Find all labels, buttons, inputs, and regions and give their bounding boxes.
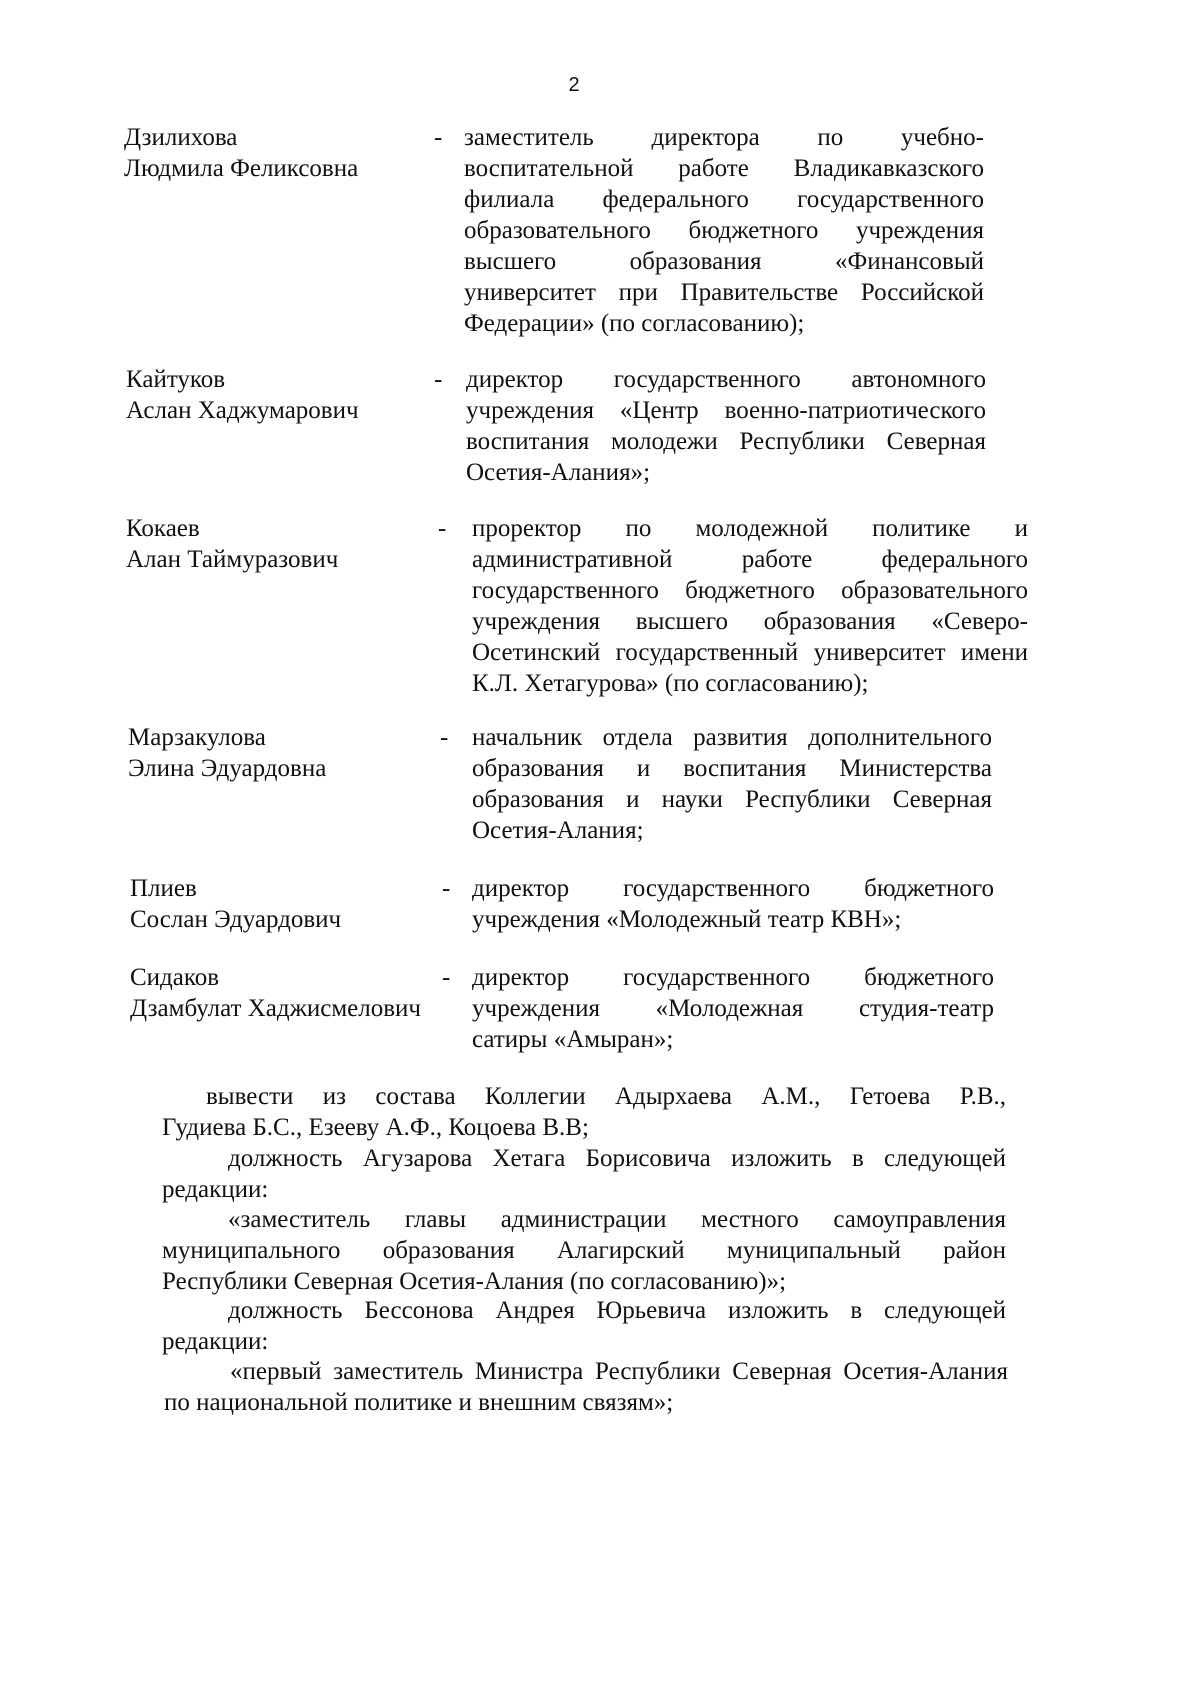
member-dash: - — [434, 366, 443, 393]
member-position — [472, 722, 992, 846]
member-surname: Марзакулова — [128, 724, 266, 751]
member-dash: - — [438, 515, 447, 542]
position-line: начальник отдела развития дополнительного — [472, 724, 992, 751]
paragraph-first-line: «первый заместитель Министра Республики Северная Осетия-Алания — [230, 1358, 1008, 1385]
member-position — [472, 873, 994, 935]
position-line: директор государственного бюджетного — [472, 964, 994, 991]
member-name — [126, 364, 446, 426]
paragraph-remove-members — [162, 1081, 1006, 1143]
member-name — [130, 962, 450, 1024]
member-given-name: Элина Эдуардовна — [128, 755, 327, 782]
paragraph-agusarov — [162, 1143, 1006, 1205]
position-line: учреждения высшего образования «Северо- — [472, 608, 1028, 635]
page-number: 2 — [568, 74, 580, 96]
member-given-name: Алан Таймуразович — [126, 546, 339, 573]
member-surname: Кокаев — [126, 515, 200, 542]
member-position — [472, 513, 1028, 699]
member-given-name: Дзамбулат Хаджисмелович — [130, 995, 422, 1022]
position-line: образования и воспитания Министерства — [472, 755, 992, 782]
position-line: воспитательной работе Владикавказского — [464, 155, 984, 182]
position-line: Федерации» (по согласованию); — [464, 310, 805, 337]
member-given-name: Аслан Хаджумарович — [126, 397, 359, 424]
paragraph-line: редакции: — [162, 1328, 269, 1355]
position-line: Осетинский государственный университет имени — [472, 639, 1028, 666]
position-line: Осетия-Алания»; — [466, 459, 651, 486]
member-surname: Плиев — [130, 875, 197, 902]
member-position — [472, 962, 994, 1055]
paragraph-first-line: должность Бессонова Андрея Юрьевича изложить в следующей — [228, 1297, 1006, 1324]
member-position — [464, 122, 984, 339]
position-line: высшего образования «Финансовый — [464, 248, 984, 275]
paragraph-bessonov-position — [164, 1356, 1008, 1418]
position-line: сатиры «Амыран»; — [472, 1026, 674, 1053]
position-line: учреждения «Центр военно-патриотического — [466, 397, 986, 424]
position-line: учреждения «Молодежный театр КВН»; — [472, 906, 902, 933]
member-name — [124, 122, 444, 184]
position-line: учреждения «Молодежная студия-театр — [472, 995, 994, 1022]
position-line: образования и науки Республики Северная — [472, 786, 992, 813]
position-line: заместитель директора по учебно- — [464, 124, 984, 151]
paragraph-line: по национальной политике и внешним связям»; — [164, 1389, 674, 1416]
paragraph-first-line: должность Агузарова Хетага Борисовича изложить в следующей — [228, 1145, 1006, 1172]
position-line: К.Л. Хетагурова» (по согласованию); — [472, 670, 869, 697]
position-line: филиала федерального государственного — [464, 186, 984, 213]
paragraph-line: муниципального образования Алагирский муниципальный район — [162, 1237, 1006, 1264]
paragraph-line: Республики Северная Осетия-Алания (по согласованию)»; — [162, 1268, 787, 1295]
position-line: директор государственного автономного — [466, 366, 986, 393]
paragraph-first-line: «заместитель главы администрации местного самоуправления — [228, 1206, 1006, 1233]
member-given-name: Сослан Эдуардович — [130, 906, 342, 933]
member-name — [126, 513, 446, 575]
member-dash: - — [440, 724, 449, 751]
paragraph-line: Гудиева Б.С., Езееву А.Ф., Коцоева В.В; — [162, 1114, 589, 1141]
position-line: образовательного бюджетного учреждения — [464, 217, 984, 244]
member-name — [128, 722, 448, 784]
member-name — [130, 873, 450, 935]
member-given-name: Людмила Феликсовна — [124, 155, 359, 182]
member-dash: - — [442, 875, 451, 902]
paragraph-bessonov — [162, 1295, 1006, 1357]
member-surname: Сидаков — [130, 964, 220, 991]
member-position — [466, 364, 986, 488]
position-line: Осетия-Алания; — [472, 817, 644, 844]
position-line: административной работе федерального — [472, 546, 1028, 573]
member-surname: Кайтуков — [126, 366, 226, 393]
position-line: государственного бюджетного образовательного — [472, 577, 1028, 604]
paragraph-line: редакции: — [162, 1176, 269, 1203]
position-line: университет при Правительстве Российской — [464, 279, 984, 306]
position-line: проректор по молодежной политике и — [472, 515, 1028, 542]
position-line: директор государственного бюджетного — [472, 875, 994, 902]
member-surname: Дзилихова — [124, 124, 238, 151]
paragraph-agusarov-position — [162, 1204, 1006, 1297]
member-dash: - — [434, 124, 443, 151]
paragraph-first-line: вывести из состава Коллегии Адырхаева А.М., Гетоева Р.В., — [206, 1083, 1006, 1110]
member-dash: - — [442, 964, 451, 991]
position-line: воспитания молодежи Республики Северная — [466, 428, 986, 455]
